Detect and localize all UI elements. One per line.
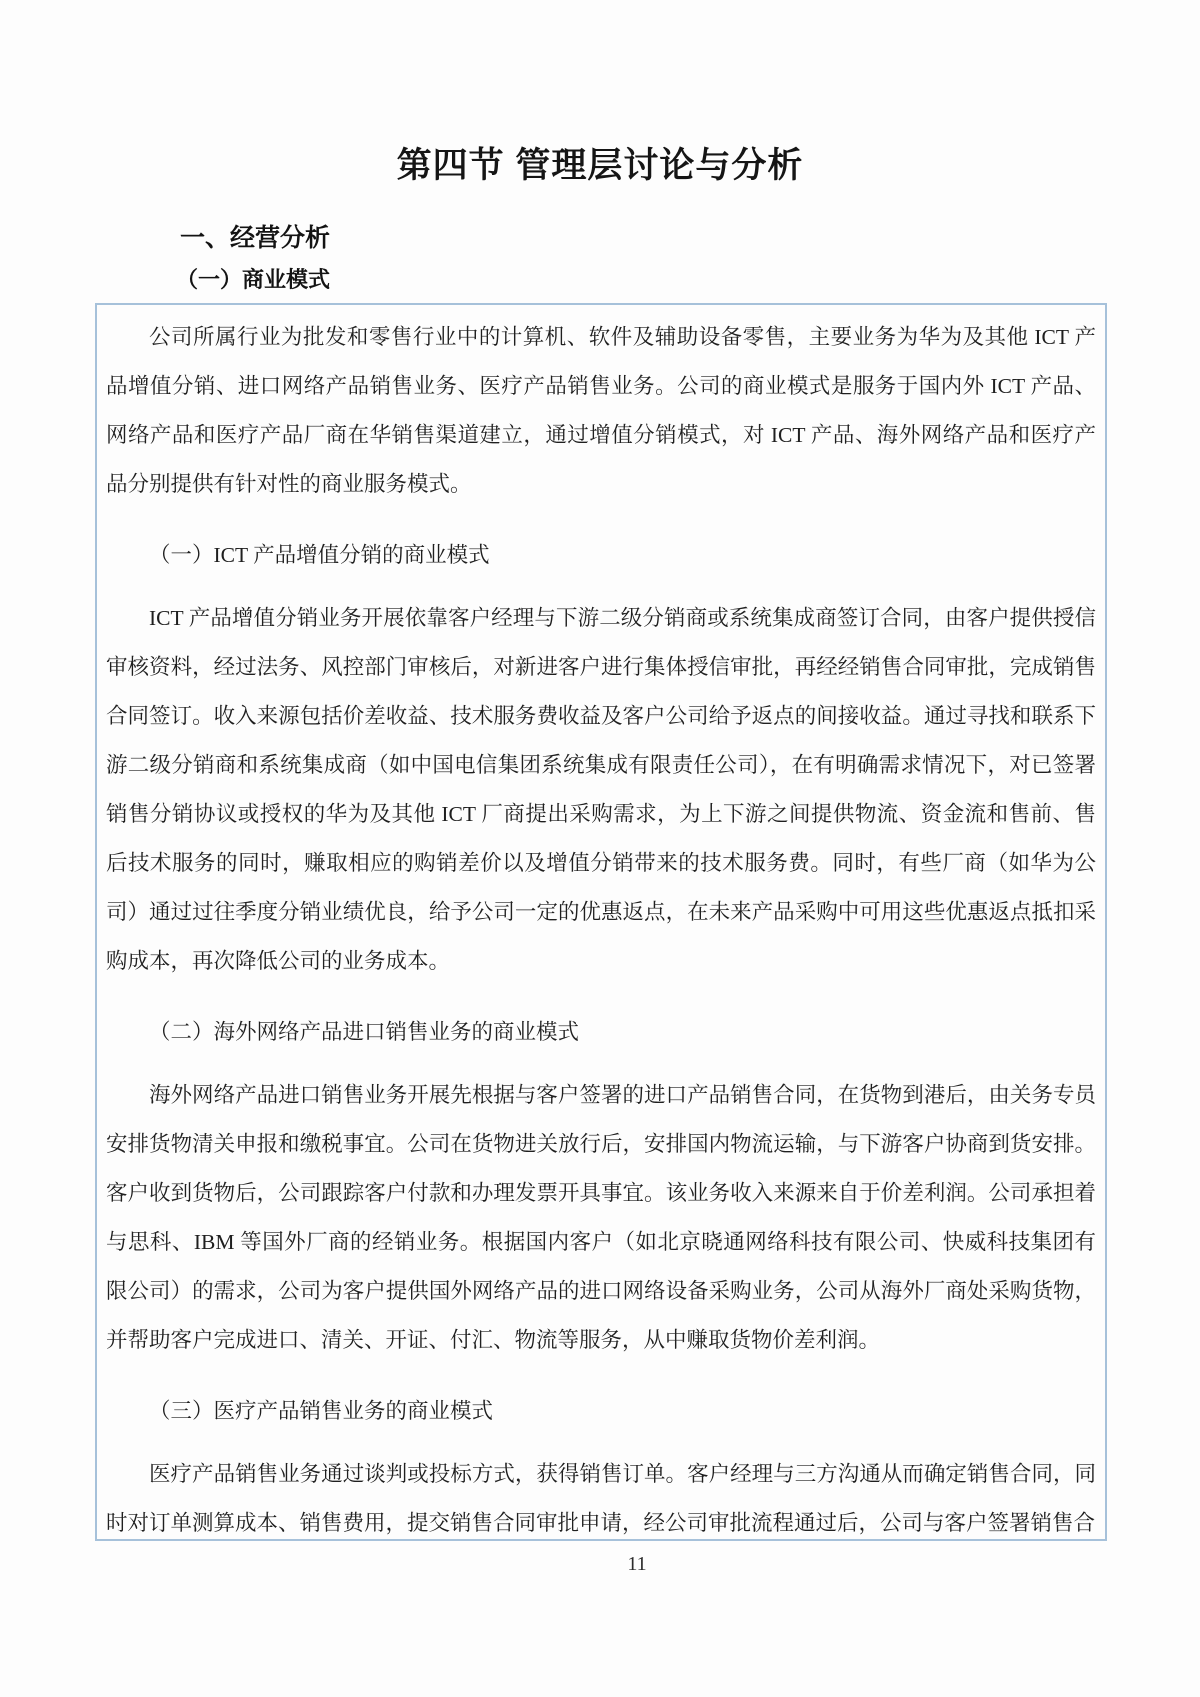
page-number: 11	[627, 1553, 647, 1575]
paragraph-ict-distribution-model: ICT 产品增值分销业务开展依靠客户经理与下游二级分销商或系统集成商签订合同，由客户提供授信审核资料，经过法务、风控部门审核后，对新进客户进行集体授信审批，再经经销售合同审批，完成销售合同签订。收入来源包括价差收益、技术服务费收益及客户公司给予返点的间接收益。通过寻找和联系下游二级分销商和系统集成商（如中国电信集团系统集成有限责任公司），在有明确需求情况下，对已签署销售分销协议或授权的华为及其他 ICT 厂商提出采购需求，为上下游之间提供物流、资金流和售前、售后技术服务的同时，赚取相应的购销差价以及增值分销带来的技术服务费。同时，有些厂商（如华为公司）通过过往季度分销业绩优良，给予公司一定的优惠返点，在未来产品采购中可用这些优惠返点抵扣采购成本，再次降低公司的业务成本。	[106, 606, 1096, 973]
paragraph-company-overview: 公司所属行业为批发和零售行业中的计算机、软件及辅助设备零售，主要业务为华为及其他 ICT 产品增值分销、进口网络产品销售业务、医疗产品销售业务。公司的商业模式是服务于国内外 ICT 产品、网络产品和医疗产品厂商在华销售渠道建立，通过增值分销模式，对 ICT 产品、海外网络产品和医疗产品分别提供有针对性的商业服务模式。	[106, 325, 1096, 496]
subheading-medical-sales-model: （三）医疗产品销售业务的商业模式	[149, 1399, 494, 1423]
section-title: 第四节 管理层讨论与分析	[396, 146, 804, 185]
paragraph-medical-sales-model: 医疗产品销售业务通过谈判或投标方式，获得销售订单。客户经理与三方沟通从而确定销售合同，同时对订单测算成本、销售费用，提交销售合同审批申请，经公司审批流程通过后，公司与客户签署销售合	[106, 1462, 1096, 1535]
subheading-overseas-network-model: （二）海外网络产品进口销售业务的商业模式	[149, 1020, 580, 1044]
heading-business-model: （一）商业模式	[176, 267, 331, 292]
paragraph-overseas-network-model: 海外网络产品进口销售业务开展先根据与客户签署的进口产品销售合同，在货物到港后，由关务专员安排货物清关申报和缴税事宜。公司在货物进关放行后，安排国内物流运输，与下游客户协商到货安排。客户收到货物后，公司跟踪客户付款和办理发票开具事宜。该业务收入来源来自于价差利润。公司承担着与思科、IBM 等国外厂商的经销业务。根据国内客户（如北京晓通网络科技有限公司、快威科技集团有限公司）的需求，公司为客户提供国外网络产品的进口网络设备采购业务，公司从海外厂商处采购货物，并帮助客户完成进口、清关、开证、付汇、物流等服务，从中赚取货物价差利润。	[106, 1083, 1096, 1352]
content-box	[95, 303, 1107, 1541]
heading-business-analysis: 一、经营分析	[180, 224, 331, 252]
subheading-ict-distribution-model: （一）ICT 产品增值分销的商业模式	[149, 543, 490, 567]
